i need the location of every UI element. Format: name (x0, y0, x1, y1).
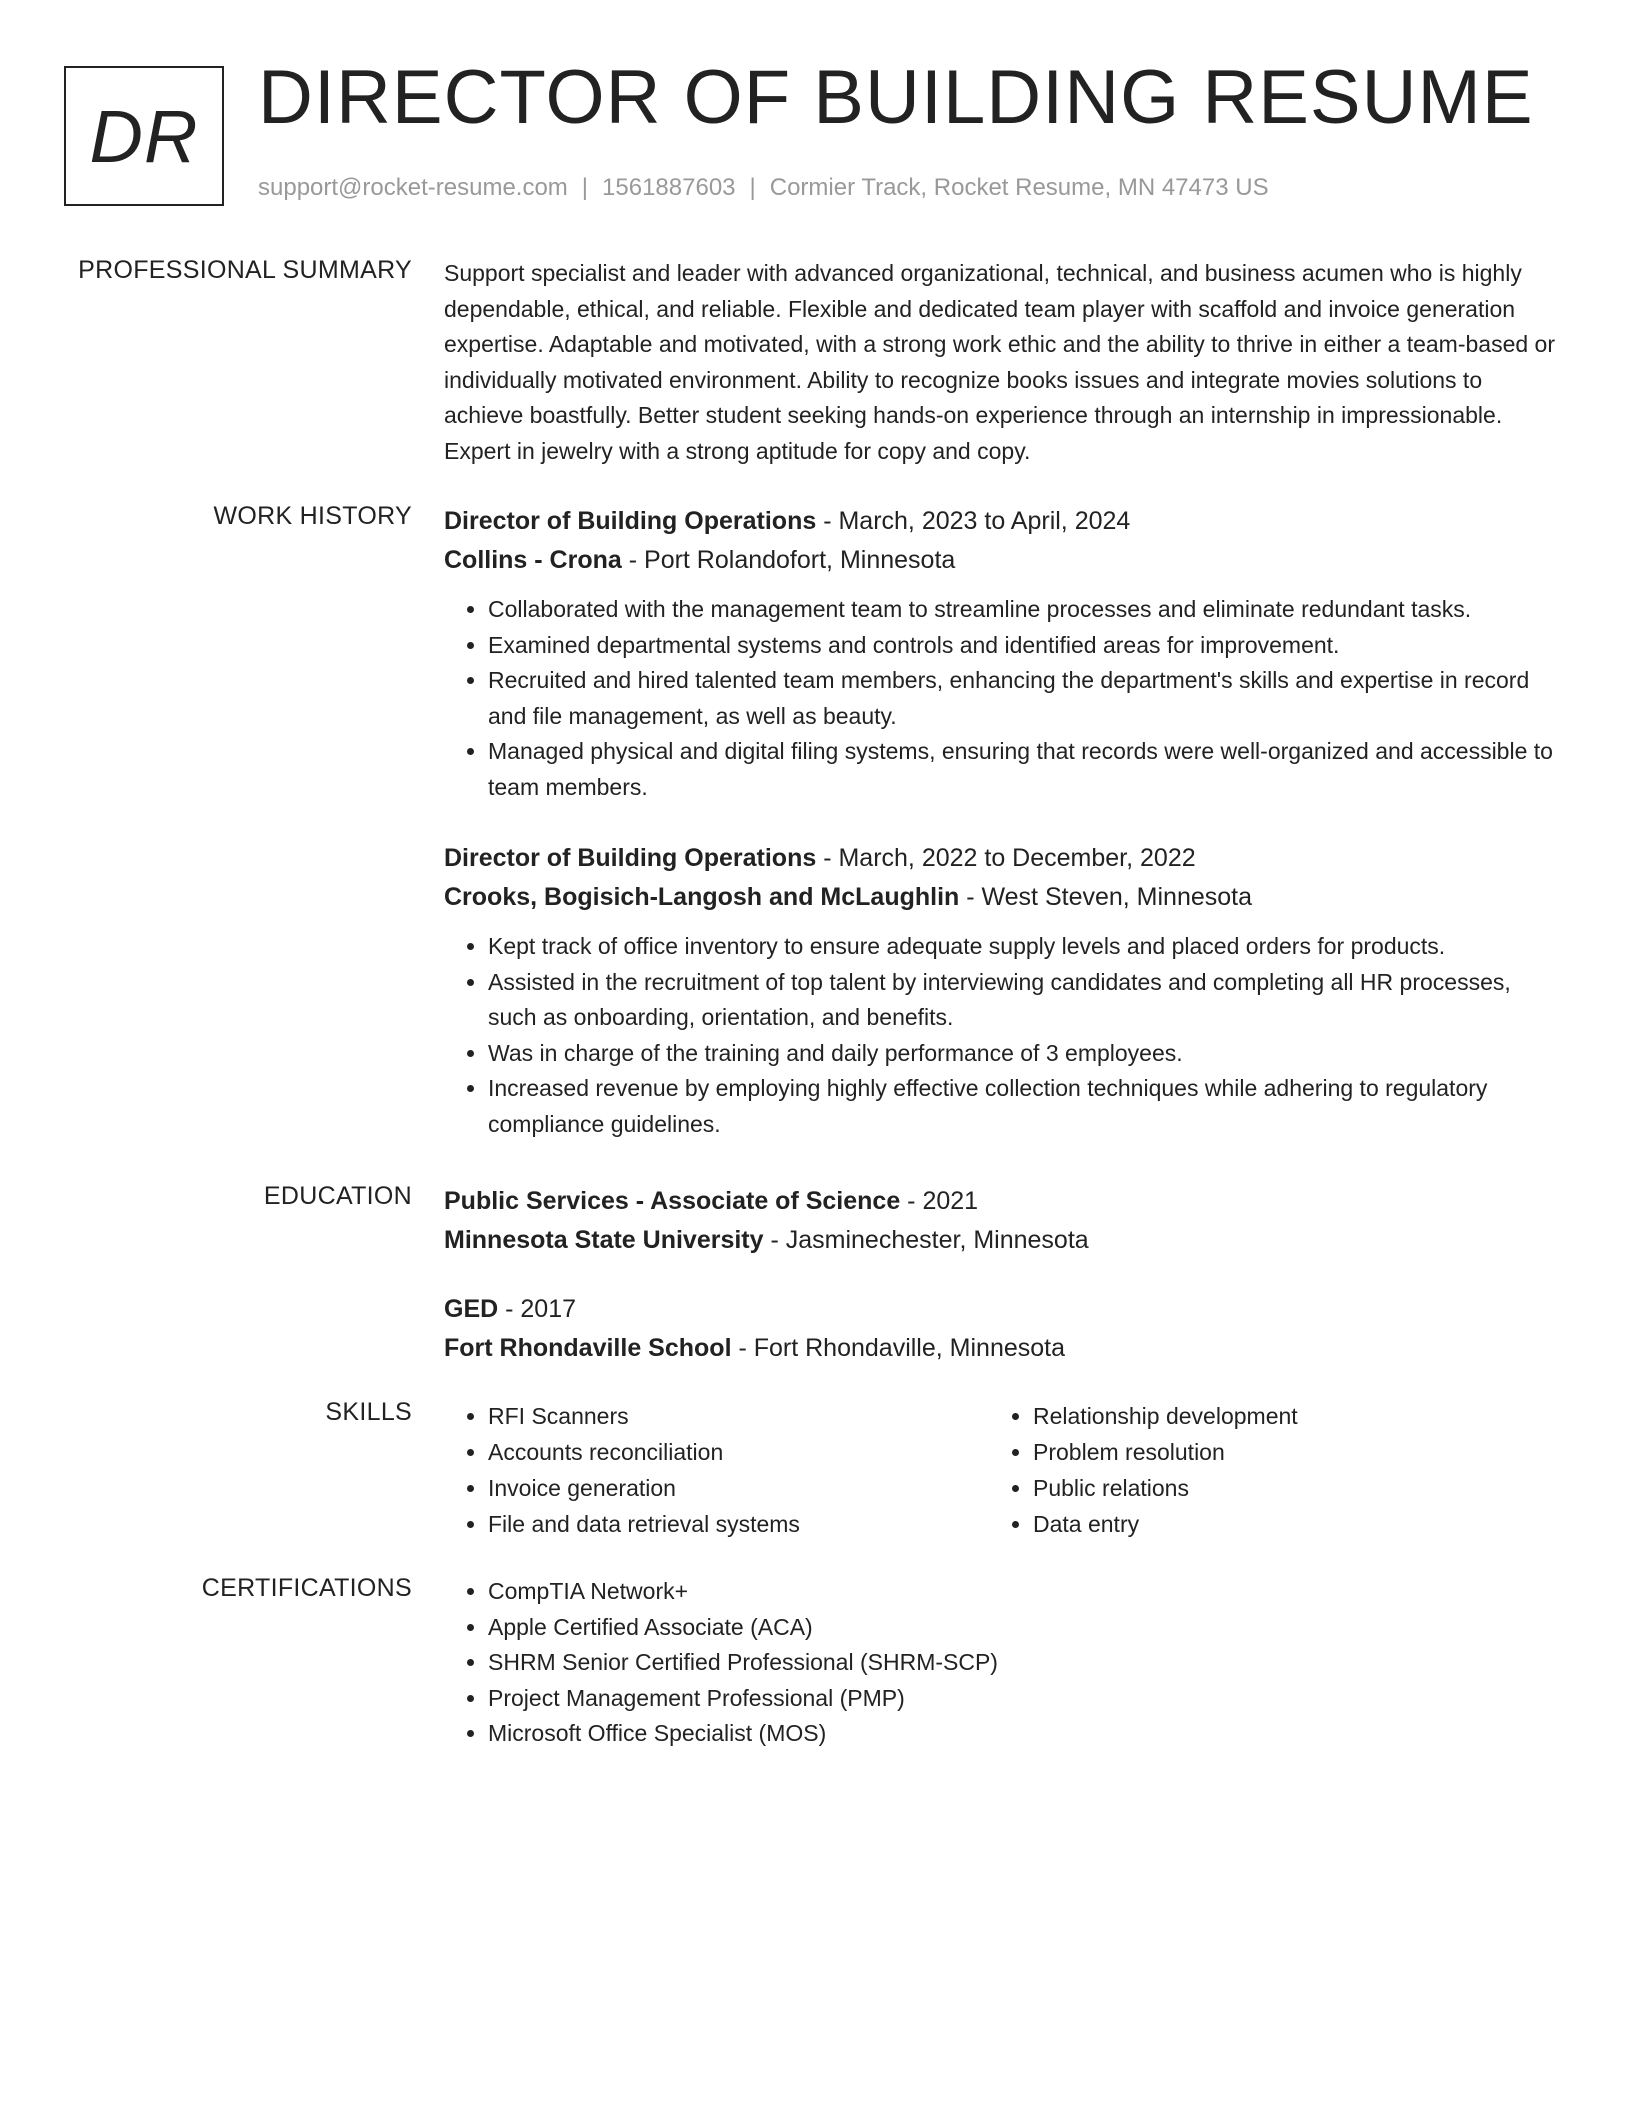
skills-column-right (989, 1398, 1534, 1542)
section-label-work: WORK HISTORY (213, 502, 412, 530)
skill-item: • RFI Scanners (488, 1398, 989, 1434)
summary-body (444, 256, 1556, 469)
skills-body (444, 1398, 1556, 1542)
degree: GED (444, 1295, 499, 1323)
skills-grid (444, 1398, 1556, 1542)
education-entry (444, 1182, 1556, 1260)
certification-item: • Microsoft Office Specialist (MOS) (488, 1716, 1556, 1752)
certifications-list (444, 1574, 1556, 1752)
contact-separator: | (749, 174, 756, 201)
job-bullet: • Recruited and hired talented team members, enhancing the department's skills and expertise in record and file management, as well as beauty. (488, 663, 1556, 734)
summary-text: Support specialist and leader with advanced organizational, technical, and business acumen who is highly dependable, ethical, and reliable. Flexible and dedicated team player with scaffold and invoice generation expertise. Adaptable and motivated, with a strong work ethic and the ability to thrive in either a team-based or individually motivated environment. Ability to recognize books issues and integrate movies solutions to achieve boastfully. Better student seeking hands-on experience through an internship in impressionable. Expert in jewelry with a strong aptitude for copy and copy. (444, 260, 1556, 464)
job-entry (444, 839, 1556, 1142)
job-company-line (444, 541, 1556, 580)
school: Fort Rhondaville School (444, 1334, 732, 1362)
school-location: - Jasminechester, Minnesota (763, 1226, 1089, 1254)
resume-title: DIRECTOR OF BUILDING RESUME (258, 55, 1534, 140)
job-bullet: • Managed physical and digital filing systems, ensuring that records were well-organized and accessible to team members. (488, 734, 1556, 805)
school: Minnesota State University (444, 1226, 764, 1254)
certification-item: • Project Management Professional (PMP) (488, 1681, 1556, 1717)
monogram-badge: DR (64, 66, 224, 206)
job-title-line (444, 839, 1556, 878)
job-bullet: • Examined departmental systems and controls and identified areas for improvement. (488, 628, 1556, 664)
contact-line (258, 174, 1269, 202)
certification-item: • Apple Certified Associate (ACA) (488, 1610, 1556, 1646)
job-bullet: • Kept track of office inventory to ensure adequate supply levels and placed orders for products. (488, 929, 1556, 965)
skill-item: • Relationship development (1033, 1398, 1534, 1434)
job-bullet: • Assisted in the recruitment of top talent by interviewing candidates and completing all HR processes, such as onboarding, orientation, and benefits. (488, 965, 1556, 1036)
work-body (444, 502, 1556, 1176)
skill-item: • File and data retrieval systems (488, 1506, 989, 1542)
skill-item: • Accounts reconciliation (488, 1434, 989, 1470)
degree-line (444, 1290, 1556, 1329)
job-bullets (444, 592, 1556, 805)
contact-phone: 1561887603 (602, 174, 736, 201)
contact-address: Cormier Track, Rocket Resume, MN 47473 US (769, 174, 1269, 201)
contact-separator: | (581, 174, 589, 201)
skill-item: • Public relations (1033, 1470, 1534, 1506)
skill-item: • Problem resolution (1033, 1434, 1534, 1470)
certification-item: • SHRM Senior Certified Professional (SHRM-SCP) (488, 1645, 1556, 1681)
degree-year: - 2021 (900, 1187, 979, 1215)
school-line (444, 1329, 1556, 1368)
job-location: - Port Rolandofort, Minnesota (621, 546, 956, 574)
contact-email: support@rocket-resume.com (258, 174, 568, 201)
degree: Public Services - Associate of Science (444, 1187, 901, 1215)
skill-item: • Invoice generation (488, 1470, 989, 1506)
job-title: Director of Building Operations (444, 844, 817, 872)
job-dates: - March, 2023 to April, 2024 (816, 507, 1131, 535)
section-label-education: EDUCATION (263, 1182, 412, 1210)
job-bullet: • Was in charge of the training and daily performance of 3 employees. (488, 1036, 1556, 1072)
skills-column-left (444, 1398, 989, 1542)
education-entry (444, 1290, 1556, 1368)
section-label-skills: SKILLS (325, 1398, 412, 1426)
skill-item: • Data entry (1033, 1506, 1534, 1542)
job-bullet: • Increased revenue by employing highly effective collection techniques while adhering to regulatory compliance guidelines. (488, 1071, 1556, 1142)
education-body (444, 1182, 1556, 1398)
job-title-line (444, 502, 1556, 541)
job-entry (444, 502, 1556, 805)
job-company: Crooks, Bogisich-Langosh and McLaughlin (444, 883, 960, 911)
certification-item: • CompTIA Network+ (488, 1574, 1556, 1610)
school-line (444, 1221, 1556, 1260)
job-bullets (444, 929, 1556, 1142)
skills-list (989, 1398, 1534, 1542)
job-company-line (444, 878, 1556, 917)
skills-list (444, 1398, 989, 1542)
school-location: - Fort Rhondaville, Minnesota (731, 1334, 1065, 1362)
job-title: Director of Building Operations (444, 507, 817, 535)
section-label-summary: PROFESSIONAL SUMMARY (78, 256, 412, 284)
job-bullet: • Collaborated with the management team to streamline processes and eliminate redundant tasks. (488, 592, 1556, 628)
job-location: - West Steven, Minnesota (959, 883, 1253, 911)
job-company: Collins - Crona (444, 546, 622, 574)
job-dates: - March, 2022 to December, 2022 (816, 844, 1196, 872)
degree-line (444, 1182, 1556, 1221)
section-label-certifications: CERTIFICATIONS (201, 1574, 412, 1602)
degree-year: - 2017 (498, 1295, 577, 1323)
certifications-body (444, 1574, 1556, 1752)
